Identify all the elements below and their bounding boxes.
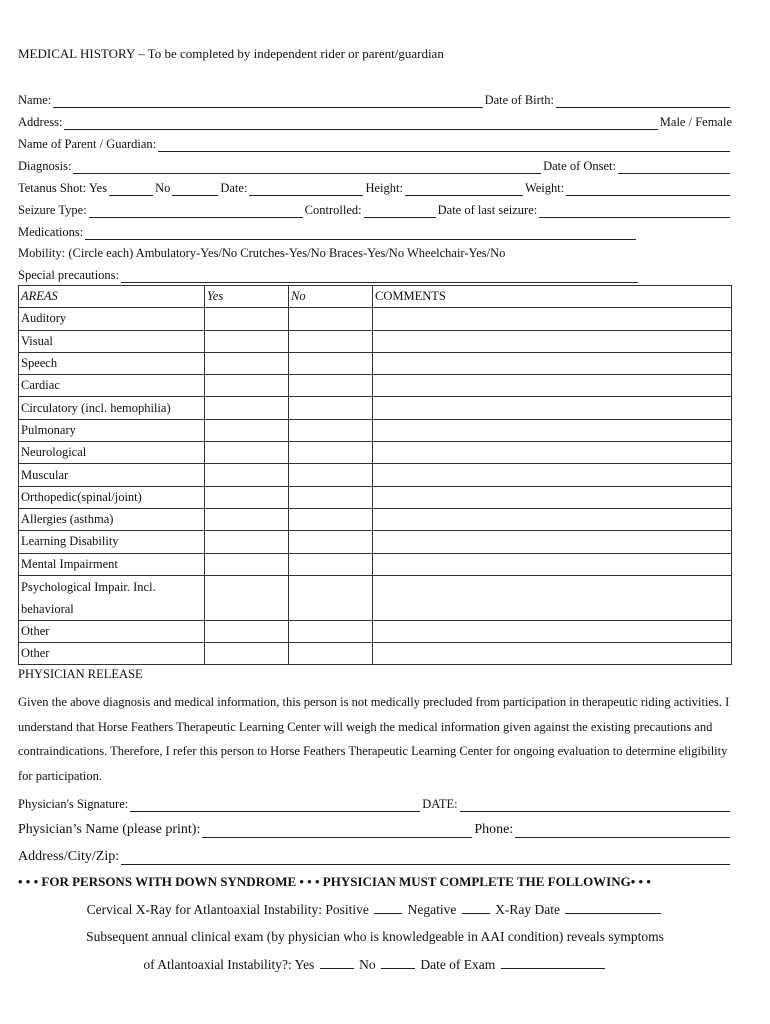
no-cell[interactable]: [289, 464, 373, 486]
phone-label: Phone:: [474, 822, 514, 837]
form-title-bold: MEDICAL HISTORY: [18, 46, 135, 61]
no-cell[interactable]: [289, 330, 373, 352]
table-row: [19, 620, 732, 642]
header-yes: Yes: [205, 286, 289, 308]
comments-cell[interactable]: [373, 553, 732, 575]
comments-cell[interactable]: [373, 643, 732, 665]
yes-cell[interactable]: [205, 397, 289, 419]
exam-question-label: of Atlantoaxial Instability?: Yes: [143, 957, 315, 972]
height-label: Height:: [365, 181, 403, 195]
comments-cell[interactable]: [373, 330, 732, 352]
exam-yes-field[interactable]: [320, 956, 354, 969]
no-cell[interactable]: [289, 442, 373, 464]
precautions-label: Special precautions:: [18, 268, 120, 282]
header-no: No: [289, 286, 373, 308]
tetanus-no-label: No: [155, 181, 171, 195]
parent-row: [18, 134, 732, 152]
comments-cell[interactable]: [373, 419, 732, 441]
onset-field[interactable]: [618, 161, 730, 174]
mobility-row: [18, 243, 732, 261]
xray-date-label: X-Ray Date: [495, 902, 561, 917]
table-header-row: [19, 286, 732, 308]
yes-cell[interactable]: [205, 375, 289, 397]
table-row: [19, 553, 732, 575]
psych-line-1: Psychological Impair. Incl.: [21, 579, 156, 594]
xray-label: Cervical X-Ray for Atlantoaxial Instability: Positive: [86, 902, 369, 917]
area-label: Pulmonary: [19, 419, 205, 441]
header-areas: AREAS: [19, 286, 205, 308]
area-label: Learning Disability: [19, 531, 205, 553]
height-field[interactable]: [405, 183, 523, 196]
dob-field[interactable]: [556, 95, 730, 108]
yes-cell[interactable]: [205, 643, 289, 665]
no-cell[interactable]: [289, 508, 373, 530]
xray-date-field[interactable]: [565, 901, 661, 914]
phone-field[interactable]: [515, 825, 730, 838]
name-label: Name:: [18, 93, 52, 107]
table-row: [19, 464, 732, 486]
tetanus-no-field[interactable]: [172, 183, 218, 196]
sex-label[interactable]: Male / Female: [659, 115, 732, 129]
comments-cell[interactable]: [373, 575, 732, 620]
form-title: [18, 46, 444, 62]
comments-cell[interactable]: [373, 352, 732, 374]
seizure-row: [18, 200, 732, 218]
no-cell[interactable]: [289, 575, 373, 620]
form-title-rest: – To be completed by independent rider or parent/guardian: [134, 46, 444, 61]
exam-no-field[interactable]: [381, 956, 415, 969]
seizure-label: Seizure Type:: [18, 203, 87, 217]
no-cell[interactable]: [289, 375, 373, 397]
exam-no-label: No: [359, 957, 376, 972]
physician-name-label: Physician’s Name (please print):: [18, 822, 201, 837]
dob-label: Date of Birth:: [484, 93, 554, 107]
physician-address-label: Address/City/Zip:: [18, 849, 120, 864]
xray-negative-label: Negative: [407, 902, 457, 917]
yes-cell[interactable]: [205, 553, 289, 575]
yes-cell[interactable]: [205, 531, 289, 553]
exam-question-row: [18, 956, 732, 973]
exam-date-field[interactable]: [501, 956, 605, 969]
area-label: Mental Impairment: [19, 553, 205, 575]
precautions-field[interactable]: [121, 270, 638, 283]
comments-cell[interactable]: [373, 620, 732, 642]
yes-cell[interactable]: [205, 308, 289, 330]
tetanus-row: [18, 178, 732, 196]
last-seizure-label: Date of last seizure:: [437, 203, 538, 217]
table-row: [19, 330, 732, 352]
medications-field[interactable]: [85, 227, 636, 240]
comments-cell[interactable]: [373, 531, 732, 553]
physician-release-heading: PHYSICIAN RELEASE: [18, 667, 143, 681]
yes-cell[interactable]: [205, 352, 289, 374]
seizure-field[interactable]: [89, 205, 303, 218]
table-row: [19, 375, 732, 397]
release-date-label: DATE:: [422, 797, 458, 811]
diagnosis-field[interactable]: [73, 161, 541, 174]
signature-label: Physician's Signature:: [18, 797, 129, 811]
tetanus-label: Tetanus Shot: Yes: [18, 181, 108, 195]
name-row: [18, 90, 732, 108]
no-cell[interactable]: [289, 553, 373, 575]
controlled-label: Controlled:: [304, 203, 362, 217]
medications-row: [18, 222, 638, 240]
last-seizure-field[interactable]: [539, 205, 730, 218]
physician-name-row: [18, 820, 732, 838]
area-label: Speech: [19, 352, 205, 374]
area-label: Neurological: [19, 442, 205, 464]
xray-negative-field[interactable]: [462, 901, 490, 914]
signature-row: [18, 794, 732, 812]
no-cell[interactable]: [289, 308, 373, 330]
comments-cell[interactable]: [373, 375, 732, 397]
tetanus-date-label: Date:: [220, 181, 248, 195]
comments-cell[interactable]: [373, 308, 732, 330]
area-label: Cardiac: [19, 375, 205, 397]
no-cell[interactable]: [289, 531, 373, 553]
area-label: Visual: [19, 330, 205, 352]
signature-field[interactable]: [130, 799, 420, 812]
xray-row: [18, 901, 732, 918]
parent-label: Name of Parent / Guardian:: [18, 137, 157, 151]
address-field[interactable]: [64, 117, 657, 130]
table-row: [19, 531, 732, 553]
yes-cell[interactable]: [205, 508, 289, 530]
no-cell[interactable]: [289, 397, 373, 419]
physician-address-row: [18, 847, 732, 865]
area-label: Circulatory (incl. hemophilia): [19, 397, 205, 419]
table-row: [19, 397, 732, 419]
area-label: Auditory: [19, 308, 205, 330]
area-label: Muscular: [19, 464, 205, 486]
down-syndrome-heading: • • • FOR PERSONS WITH DOWN SYNDROME • • • PHYSICIAN MUST COMPLETE THE FOLLOWING• • •: [18, 874, 651, 889]
diagnosis-row: [18, 156, 732, 174]
yes-cell[interactable]: [205, 442, 289, 464]
comments-cell[interactable]: [373, 486, 732, 508]
table-body: [19, 308, 732, 665]
yes-cell[interactable]: [205, 486, 289, 508]
diagnosis-label: Diagnosis:: [18, 159, 72, 173]
physician-name-field[interactable]: [202, 825, 472, 838]
area-label-other: Other: [19, 643, 205, 665]
onset-label: Date of Onset:: [543, 159, 616, 173]
area-label: Orthopedic(spinal/joint): [19, 486, 205, 508]
area-label-other: Other: [19, 620, 205, 642]
precautions-row: [18, 265, 640, 283]
psych-line-2: behavioral: [21, 601, 74, 616]
table-row: [19, 419, 732, 441]
tetanus-yes-field[interactable]: [109, 183, 153, 196]
medical-areas-table: [18, 285, 732, 665]
weight-field[interactable]: [566, 183, 730, 196]
yes-cell[interactable]: [205, 330, 289, 352]
table-row: [19, 352, 732, 374]
address-label: Address:: [18, 115, 63, 129]
table-row: [19, 575, 732, 620]
table-row: [19, 308, 732, 330]
physician-address-field[interactable]: [121, 852, 730, 865]
yes-cell[interactable]: [205, 620, 289, 642]
no-cell[interactable]: [289, 486, 373, 508]
comments-cell[interactable]: [373, 397, 732, 419]
release-date-field[interactable]: [460, 799, 730, 812]
mobility-label[interactable]: Mobility: (Circle each) Ambulatory-Yes/No Crutches-Yes/No Braces-Yes/No Wheelchair-Yes/No: [18, 246, 506, 260]
weight-label: Weight:: [524, 181, 565, 195]
no-cell[interactable]: [289, 620, 373, 642]
tetanus-date-field[interactable]: [249, 183, 363, 196]
area-label: Allergies (asthma): [19, 508, 205, 530]
medications-label: Medications:: [18, 225, 84, 239]
comments-cell[interactable]: [373, 464, 732, 486]
no-cell[interactable]: [289, 419, 373, 441]
comments-cell[interactable]: [373, 508, 732, 530]
area-label-psych: [19, 575, 205, 620]
comments-cell[interactable]: [373, 442, 732, 464]
no-cell[interactable]: [289, 643, 373, 665]
no-cell[interactable]: [289, 352, 373, 374]
exam-date-label: Date of Exam: [420, 957, 496, 972]
yes-cell[interactable]: [205, 464, 289, 486]
header-comments: COMMENTS: [373, 286, 732, 308]
table-row: [19, 643, 732, 665]
parent-field[interactable]: [158, 139, 730, 152]
controlled-field[interactable]: [364, 205, 436, 218]
yes-cell[interactable]: [205, 419, 289, 441]
physician-release-paragraph: Given the above diagnosis and medical information, this person is not medically precluded from participation in therapeutic riding activities. I understand that Horse Feathers Therapeutic Learning Center will weigh the medical information given against the existing precautions and contraindications. Therefore, I refer this person to Horse Feathers Therapeutic Learning Center for ongoing evaluation to determine eligibility for participation.: [18, 695, 730, 783]
xray-positive-field[interactable]: [374, 901, 402, 914]
address-row: [18, 112, 732, 130]
yes-cell[interactable]: [205, 575, 289, 620]
table-row: [19, 508, 732, 530]
exam-line: Subsequent annual clinical exam (by physician who is knowledgeable in AAI condition) reveals symptoms: [86, 929, 664, 944]
table-row: [19, 486, 732, 508]
table-row: [19, 442, 732, 464]
name-field[interactable]: [53, 95, 482, 108]
